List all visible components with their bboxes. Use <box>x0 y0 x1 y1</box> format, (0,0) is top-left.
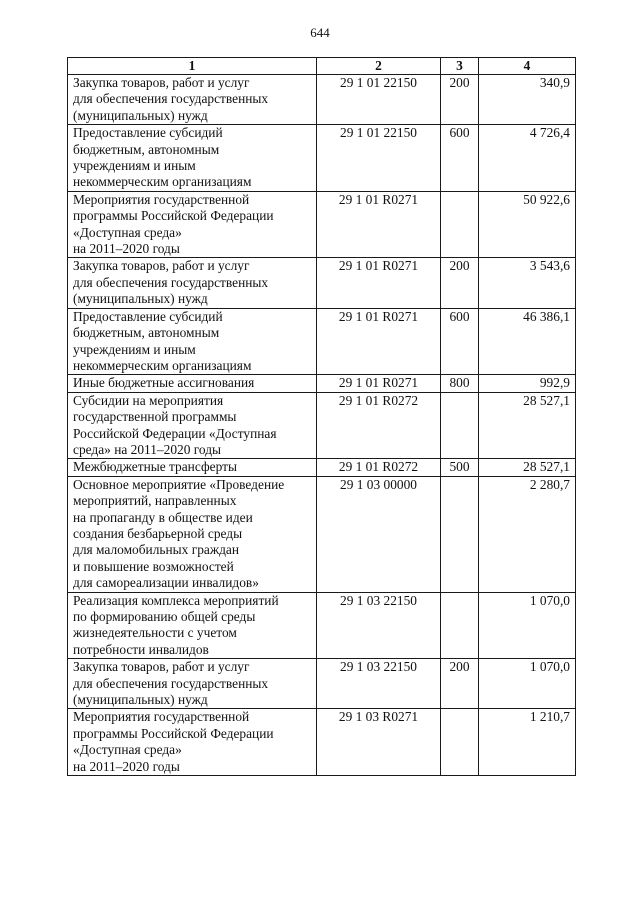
row-amount-cell: 992,9 <box>479 375 576 392</box>
row-code-cell: 29 1 01 22150 <box>317 75 441 125</box>
table-row <box>68 709 576 776</box>
column-header-name: 1 <box>68 58 317 75</box>
budget-table <box>67 57 576 776</box>
row-code-cell: 29 1 03 R0271 <box>317 709 441 776</box>
table-row <box>68 592 576 659</box>
row-amount-cell: 1 070,0 <box>479 592 576 659</box>
row-type-cell: 500 <box>441 459 479 476</box>
row-name-cell: Предоставление субсидий бюджетным, автономным учреждениям и иным некоммерческим организациям <box>68 125 317 192</box>
row-type-cell <box>441 392 479 459</box>
table-header-row <box>68 58 576 75</box>
row-type-cell: 200 <box>441 258 479 308</box>
row-name-cell: Закупка товаров, работ и услуг для обеспечения государственных (муниципальных) нужд <box>68 75 317 125</box>
row-amount-cell: 2 280,7 <box>479 476 576 592</box>
row-name-cell: Мероприятия государственной программы Российской Федерации «Доступная среда» на 2011–2020 годы <box>68 709 317 776</box>
row-name-cell: Предоставление субсидий бюджетным, автономным учреждениям и иным некоммерческим организациям <box>68 308 317 375</box>
row-amount-cell: 46 386,1 <box>479 308 576 375</box>
row-code-cell: 29 1 03 22150 <box>317 592 441 659</box>
row-amount-cell: 4 726,4 <box>479 125 576 192</box>
row-type-cell: 600 <box>441 125 479 192</box>
row-name-cell: Реализация комплекса мероприятий по формированию общей среды жизнедеятельности с учетом потребности инвалидов <box>68 592 317 659</box>
page-number: 644 <box>310 25 330 40</box>
row-type-cell <box>441 592 479 659</box>
table-row <box>68 476 576 592</box>
table-row <box>68 392 576 459</box>
table-row <box>68 375 576 392</box>
row-code-cell: 29 1 01 R0271 <box>317 191 441 258</box>
row-name-cell: Иные бюджетные ассигнования <box>68 375 317 392</box>
row-type-cell: 200 <box>441 659 479 709</box>
row-type-cell <box>441 709 479 776</box>
row-amount-cell: 1 070,0 <box>479 659 576 709</box>
row-type-cell <box>441 191 479 258</box>
row-type-cell: 200 <box>441 75 479 125</box>
row-amount-cell: 340,9 <box>479 75 576 125</box>
row-code-cell: 29 1 01 22150 <box>317 125 441 192</box>
row-code-cell: 29 1 03 22150 <box>317 659 441 709</box>
row-name-cell: Основное мероприятие «Проведение мероприятий, направленных на пропаганду в обществе идеи создания безбарьерной среды для маломобильных граждан и повышение возможностей для самореализации инвалидов» <box>68 476 317 592</box>
row-code-cell: 29 1 01 R0271 <box>317 308 441 375</box>
row-name-cell: Межбюджетные трансферты <box>68 459 317 476</box>
row-code-cell: 29 1 01 R0272 <box>317 459 441 476</box>
row-amount-cell: 50 922,6 <box>479 191 576 258</box>
column-header-code: 2 <box>317 58 441 75</box>
row-code-cell: 29 1 03 00000 <box>317 476 441 592</box>
table-row <box>68 191 576 258</box>
row-name-cell: Субсидии на мероприятия государственной программы Российской Федерации «Доступная среда» на 2011–2020 годы <box>68 392 317 459</box>
row-type-cell: 600 <box>441 308 479 375</box>
row-amount-cell: 28 527,1 <box>479 392 576 459</box>
row-amount-cell: 3 543,6 <box>479 258 576 308</box>
column-header-type: 3 <box>441 58 479 75</box>
row-amount-cell: 1 210,7 <box>479 709 576 776</box>
row-code-cell: 29 1 01 R0272 <box>317 392 441 459</box>
row-name-cell: Мероприятия государственной программы Российской Федерации «Доступная среда» на 2011–2020 годы <box>68 191 317 258</box>
row-amount-cell: 28 527,1 <box>479 459 576 476</box>
table-row <box>68 258 576 308</box>
row-code-cell: 29 1 01 R0271 <box>317 375 441 392</box>
row-code-cell: 29 1 01 R0271 <box>317 258 441 308</box>
table-row <box>68 125 576 192</box>
row-type-cell <box>441 476 479 592</box>
column-header-amount: 4 <box>479 58 576 75</box>
table-row <box>68 459 576 476</box>
row-type-cell: 800 <box>441 375 479 392</box>
row-name-cell: Закупка товаров, работ и услуг для обеспечения государственных (муниципальных) нужд <box>68 659 317 709</box>
table-row <box>68 308 576 375</box>
row-name-cell: Закупка товаров, работ и услуг для обеспечения государственных (муниципальных) нужд <box>68 258 317 308</box>
table-row <box>68 659 576 709</box>
table-row <box>68 75 576 125</box>
